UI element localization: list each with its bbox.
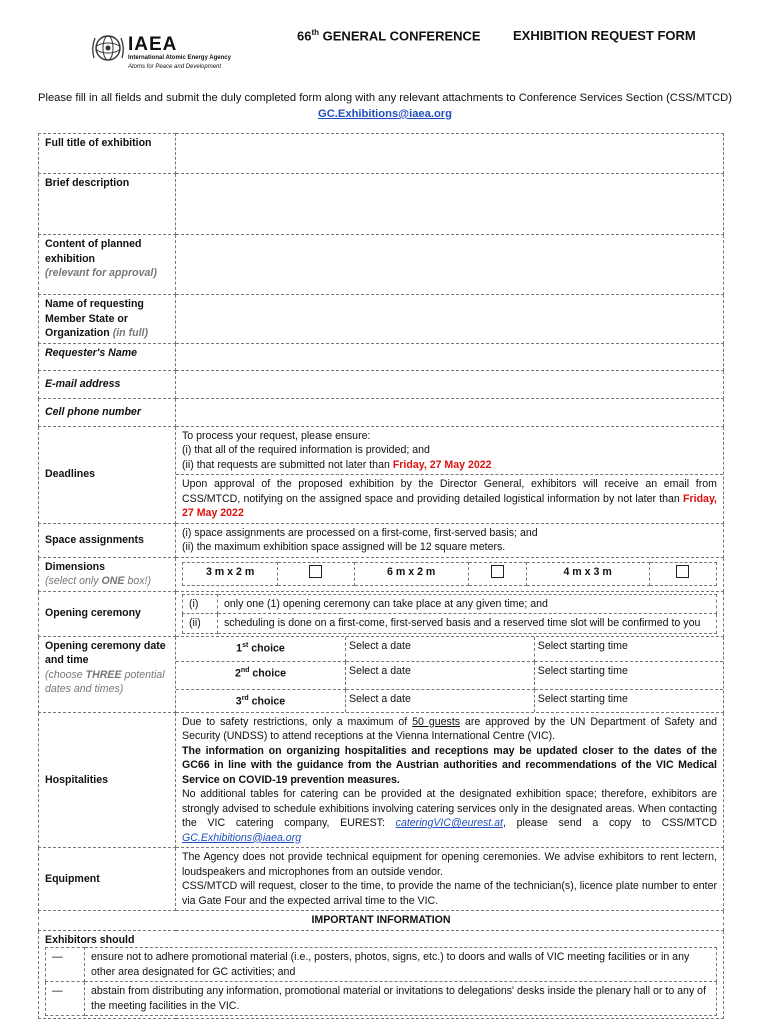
choice-1-label: 1st choice bbox=[176, 637, 346, 662]
requester-name-label: Requester's Name bbox=[39, 343, 176, 370]
opening-ii-mark: (ii) bbox=[183, 614, 218, 634]
opening-ceremony-text bbox=[176, 591, 724, 636]
opening-ceremony-label: Opening ceremony bbox=[39, 591, 176, 636]
deadlines-text bbox=[176, 426, 724, 523]
opening-date-label: Opening ceremony date and time (choose THREE potential dates and times) bbox=[39, 636, 176, 712]
important-lead: Exhibitors should bbox=[45, 933, 135, 946]
org-name: IAEA bbox=[128, 34, 178, 55]
requester-name-field[interactable] bbox=[176, 343, 724, 370]
full-title-field[interactable] bbox=[176, 134, 724, 174]
deadlines-line3: (ii) that requests are submitted not later than Friday, 27 May 2022 bbox=[182, 458, 492, 471]
opening-date-choices bbox=[176, 636, 724, 712]
conference-title: 66th GENERAL CONFERENCE bbox=[297, 28, 481, 44]
catering-email-link[interactable]: cateringVIC@eurest.at bbox=[395, 817, 503, 829]
hospitalities-p3: No additional tables for catering can be provided at the designated exhibition space; therefore, exhibitors are strongly advised to schedule exhibitions involving catering services only in the designated areas. When contacting the VIC catering company, EUREST: cateringVIC@eurest.at, please send a copy to CSS/MTCD GC.Exhibitions@iaea.org bbox=[182, 788, 717, 844]
choice-2-label: 2nd choice bbox=[176, 662, 346, 690]
space-line1: (i) space assignments are processed on a first-come, first-served basis; and bbox=[182, 526, 538, 539]
choice-2-time[interactable]: Select starting time bbox=[534, 662, 723, 690]
equipment-p1: The Agency does not provide technical equipment for opening ceremonies. We advise exhibitors to rent lectern, loudspeakers and microphones from an outside vendor. bbox=[182, 851, 717, 878]
important-info bbox=[39, 930, 724, 1019]
deadlines-line2: (i) that all of the required information is provided; and bbox=[182, 444, 430, 456]
important-heading: IMPORTANT INFORMATION bbox=[39, 911, 724, 931]
hospitalities-label: Hospitalities bbox=[39, 712, 176, 848]
equipment-text bbox=[176, 848, 724, 911]
brief-description-label: Brief description bbox=[39, 174, 176, 235]
hospitalities-p2: The information on organizing hospitalities and receptions may be updated closer to the dates of the GC66 in line with the guidance from the Austrian authorities and recommendations of the VIC Medical Service on COVID-19 prevention measures. bbox=[182, 744, 717, 786]
bullet-dash-icon: — bbox=[46, 982, 85, 1016]
dimension-option-4x3: 4 m x 3 m bbox=[526, 563, 649, 586]
submission-email-link[interactable]: GC.Exhibitions@iaea.org bbox=[318, 108, 452, 120]
deadlines-label: Deadlines bbox=[39, 426, 176, 523]
content-label: Content of planned exhibition (relevant for approval) bbox=[39, 235, 176, 295]
choice-1-time[interactable]: Select starting time bbox=[534, 637, 723, 662]
brief-description-field[interactable] bbox=[176, 174, 724, 235]
approval-text: Upon approval of the proposed exhibition by the Director General, exhibitors will receive an email from CSS/MTCD, notifying on the assigned space and providing detailed logistical information by not later than Friday, 27 May 2022 bbox=[176, 474, 723, 523]
instructions: Please fill in all fields and submit the duly completed form along with any relevant attachments to Conference Services Section (CSS/MTCD) GC.Exhibitions@iaea.org bbox=[38, 92, 732, 120]
content-field[interactable] bbox=[176, 235, 724, 295]
space-line2: (ii) the maximum exhibition space assigned will be 12 square meters. bbox=[182, 541, 506, 553]
space-label: Space assignments bbox=[39, 523, 176, 557]
hospitalities-p1: Due to safety restrictions, only a maximum of 50 guests are approved by the UN Department of Safety and Security (UNDSS) to attend receptions at the Vienna International Centre (VIC). bbox=[182, 715, 717, 742]
space-text bbox=[176, 523, 724, 557]
bullet-dash-icon: — bbox=[46, 948, 85, 982]
full-title-label: Full title of exhibition bbox=[39, 134, 176, 174]
phone-field[interactable] bbox=[176, 398, 724, 426]
choice-2-date[interactable]: Select a date bbox=[346, 662, 535, 690]
dimension-option-6x2: 6 m x 2 m bbox=[354, 563, 468, 586]
dimensions-options bbox=[176, 557, 724, 591]
opening-i-mark: (i) bbox=[183, 594, 218, 614]
opening-ii-text: scheduling is done on a first-come, first-served basis and a reserved time slot will be confirmed to you bbox=[218, 614, 717, 634]
phone-label: Cell phone number bbox=[39, 398, 176, 426]
important-bullet-1: ensure not to adhere promotional material (i.e., posters, photos, signs, etc.) to doors and walls of VIC meeting facilities or in any other area designated for GC activities; and bbox=[85, 948, 717, 982]
choice-3-date[interactable]: Select a date bbox=[346, 690, 535, 712]
requesting-state-field[interactable] bbox=[176, 295, 724, 344]
deadlines-line1: To process your request, please ensure: bbox=[182, 429, 371, 442]
email-label: E-mail address bbox=[39, 370, 176, 398]
requesting-state-label: Name of requesting Member State or Organization (in full) bbox=[39, 295, 176, 344]
checkbox-6x2[interactable] bbox=[491, 565, 504, 578]
checkbox-4x3[interactable] bbox=[676, 565, 689, 578]
email-field[interactable] bbox=[176, 370, 724, 398]
opening-i-text: only one (1) opening ceremony can take place at any given time; and bbox=[218, 594, 717, 614]
un-emblem-icon bbox=[88, 28, 128, 68]
dimensions-label: Dimensions (select only ONE box!) bbox=[39, 557, 176, 591]
dimension-option-3x2: 3 m x 2 m bbox=[183, 563, 278, 586]
form-title: EXHIBITION REQUEST FORM bbox=[513, 28, 696, 43]
iaea-logo bbox=[88, 24, 248, 76]
org-slogan: Atoms for Peace and Development bbox=[128, 64, 222, 70]
important-bullet-2: abstain from distributing any information, promotional material or invitations to delegations' desks inside the plenary hall or to any of the meeting facilities in the VIC. bbox=[85, 982, 717, 1016]
checkbox-3x2[interactable] bbox=[309, 565, 322, 578]
hospitalities-text bbox=[176, 712, 724, 848]
org-full-name: International Atomic Energy Agency bbox=[128, 55, 231, 61]
exhibition-form bbox=[38, 133, 724, 1019]
choice-3-label: 3rd choice bbox=[176, 690, 346, 712]
css-email-link[interactable]: GC.Exhibitions@iaea.org bbox=[182, 831, 302, 844]
choice-3-time[interactable]: Select starting time bbox=[534, 690, 723, 712]
equipment-p2: CSS/MTCD will request, closer to the time, to provide the name of the technician(s), licence plate number to enter via Gate Four and the expected arrival time to the VIC. bbox=[182, 880, 717, 907]
equipment-label: Equipment bbox=[39, 848, 176, 911]
choice-1-date[interactable]: Select a date bbox=[346, 637, 535, 662]
